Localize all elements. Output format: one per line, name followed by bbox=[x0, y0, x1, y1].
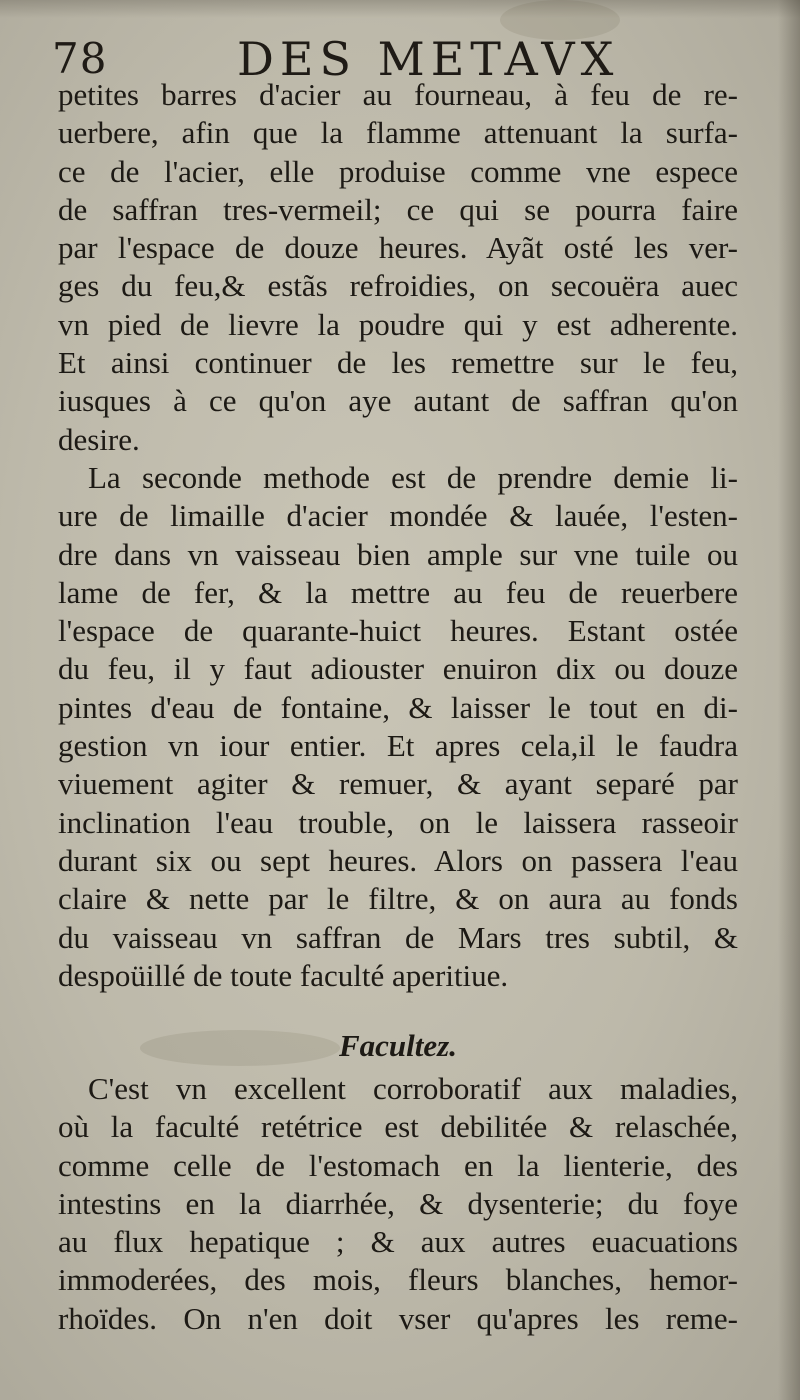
text-line: l'espace de quarante-huict heures. Estant ostée bbox=[58, 613, 738, 649]
text-line: viuement agiter & remuer, & ayant separé par bbox=[58, 766, 738, 802]
text-line: ure de limaille d'acier mondée & lauée, l'esten- bbox=[58, 498, 738, 534]
page-shadow-right bbox=[778, 0, 800, 1400]
page-number: 78 bbox=[52, 34, 108, 83]
text-line: ce de l'acier, elle produise comme vne espece bbox=[58, 153, 738, 189]
text-line: La seconde methode est de prendre demie li- bbox=[88, 459, 738, 495]
text-line: gestion vn iour entier. Et apres cela,il le faudra bbox=[58, 728, 738, 764]
text-line: intestins en la diarrhée, & dysenterie; du foye bbox=[58, 1185, 738, 1221]
text-line: du vaisseau vn saffran de Mars tres subtil, & bbox=[58, 919, 738, 955]
text-line: rhoïdes. On n'en doit vser qu'apres les reme- bbox=[58, 1300, 738, 1336]
text-line: claire & nette par le filtre, & on aura au fonds bbox=[58, 881, 738, 917]
text-line: pintes d'eau de fontaine, & laisser le tout en di- bbox=[58, 689, 738, 725]
text-line: despoüillé de toute faculté aperitiue. bbox=[58, 957, 509, 993]
text-line: au flux hepatique ; & aux autres euacuations bbox=[58, 1224, 738, 1260]
text-line: où la faculté retétrice est debilitée & relaschée, bbox=[58, 1109, 738, 1145]
text-line: immoderées, des mois, fleurs blanches, hemor- bbox=[58, 1262, 738, 1298]
text-line: inclination l'eau trouble, on le laissera rasseoir bbox=[58, 804, 738, 840]
body-text bbox=[58, 76, 738, 995]
text-line: dre dans vn vaisseau bien ample sur vne tuile ou bbox=[58, 536, 738, 572]
text-line: comme celle de l'estomach en la lienterie, des bbox=[58, 1147, 738, 1183]
text-line: par l'espace de douze heures. Ayãt osté les ver- bbox=[58, 230, 738, 266]
body-text-2 bbox=[58, 1070, 738, 1338]
page-shadow-top bbox=[0, 0, 800, 18]
text-line: iusques à ce qu'on aye autant de saffran qu'on bbox=[58, 383, 738, 419]
text-line: petites barres d'acier au fourneau, à feu de re- bbox=[58, 77, 738, 112]
running-title: DES METAVX bbox=[237, 32, 620, 86]
text-line: du feu, il y faut adiouster enuiron dix ou douze bbox=[58, 651, 738, 687]
text-line: durant six ou sept heures. Alors on passera l'eau bbox=[58, 842, 738, 878]
text-line: desire. bbox=[58, 421, 140, 457]
text-line: lame de fer, & la mettre au feu de reuerbere bbox=[58, 574, 738, 610]
paragraph-1 bbox=[58, 76, 738, 459]
text-line: C'est vn excellent corroboratif aux maladies, bbox=[88, 1071, 738, 1106]
section-heading: Facultez. bbox=[339, 1028, 457, 1063]
text-line: uerbere, afin que la flamme attenuant la surfa- bbox=[58, 115, 738, 151]
text-line: de saffran tres-vermeil; ce qui se pourra faire bbox=[58, 191, 738, 227]
text-line: ges du feu,& estãs refroidies, on secouëra auec bbox=[58, 268, 738, 304]
text-line: Et ainsi continuer de les remettre sur le feu, bbox=[58, 345, 738, 381]
paragraph-3 bbox=[58, 1070, 738, 1338]
text-line: vn pied de lievre la poudre qui y est adherente. bbox=[58, 306, 738, 342]
paragraph-2 bbox=[58, 459, 738, 995]
